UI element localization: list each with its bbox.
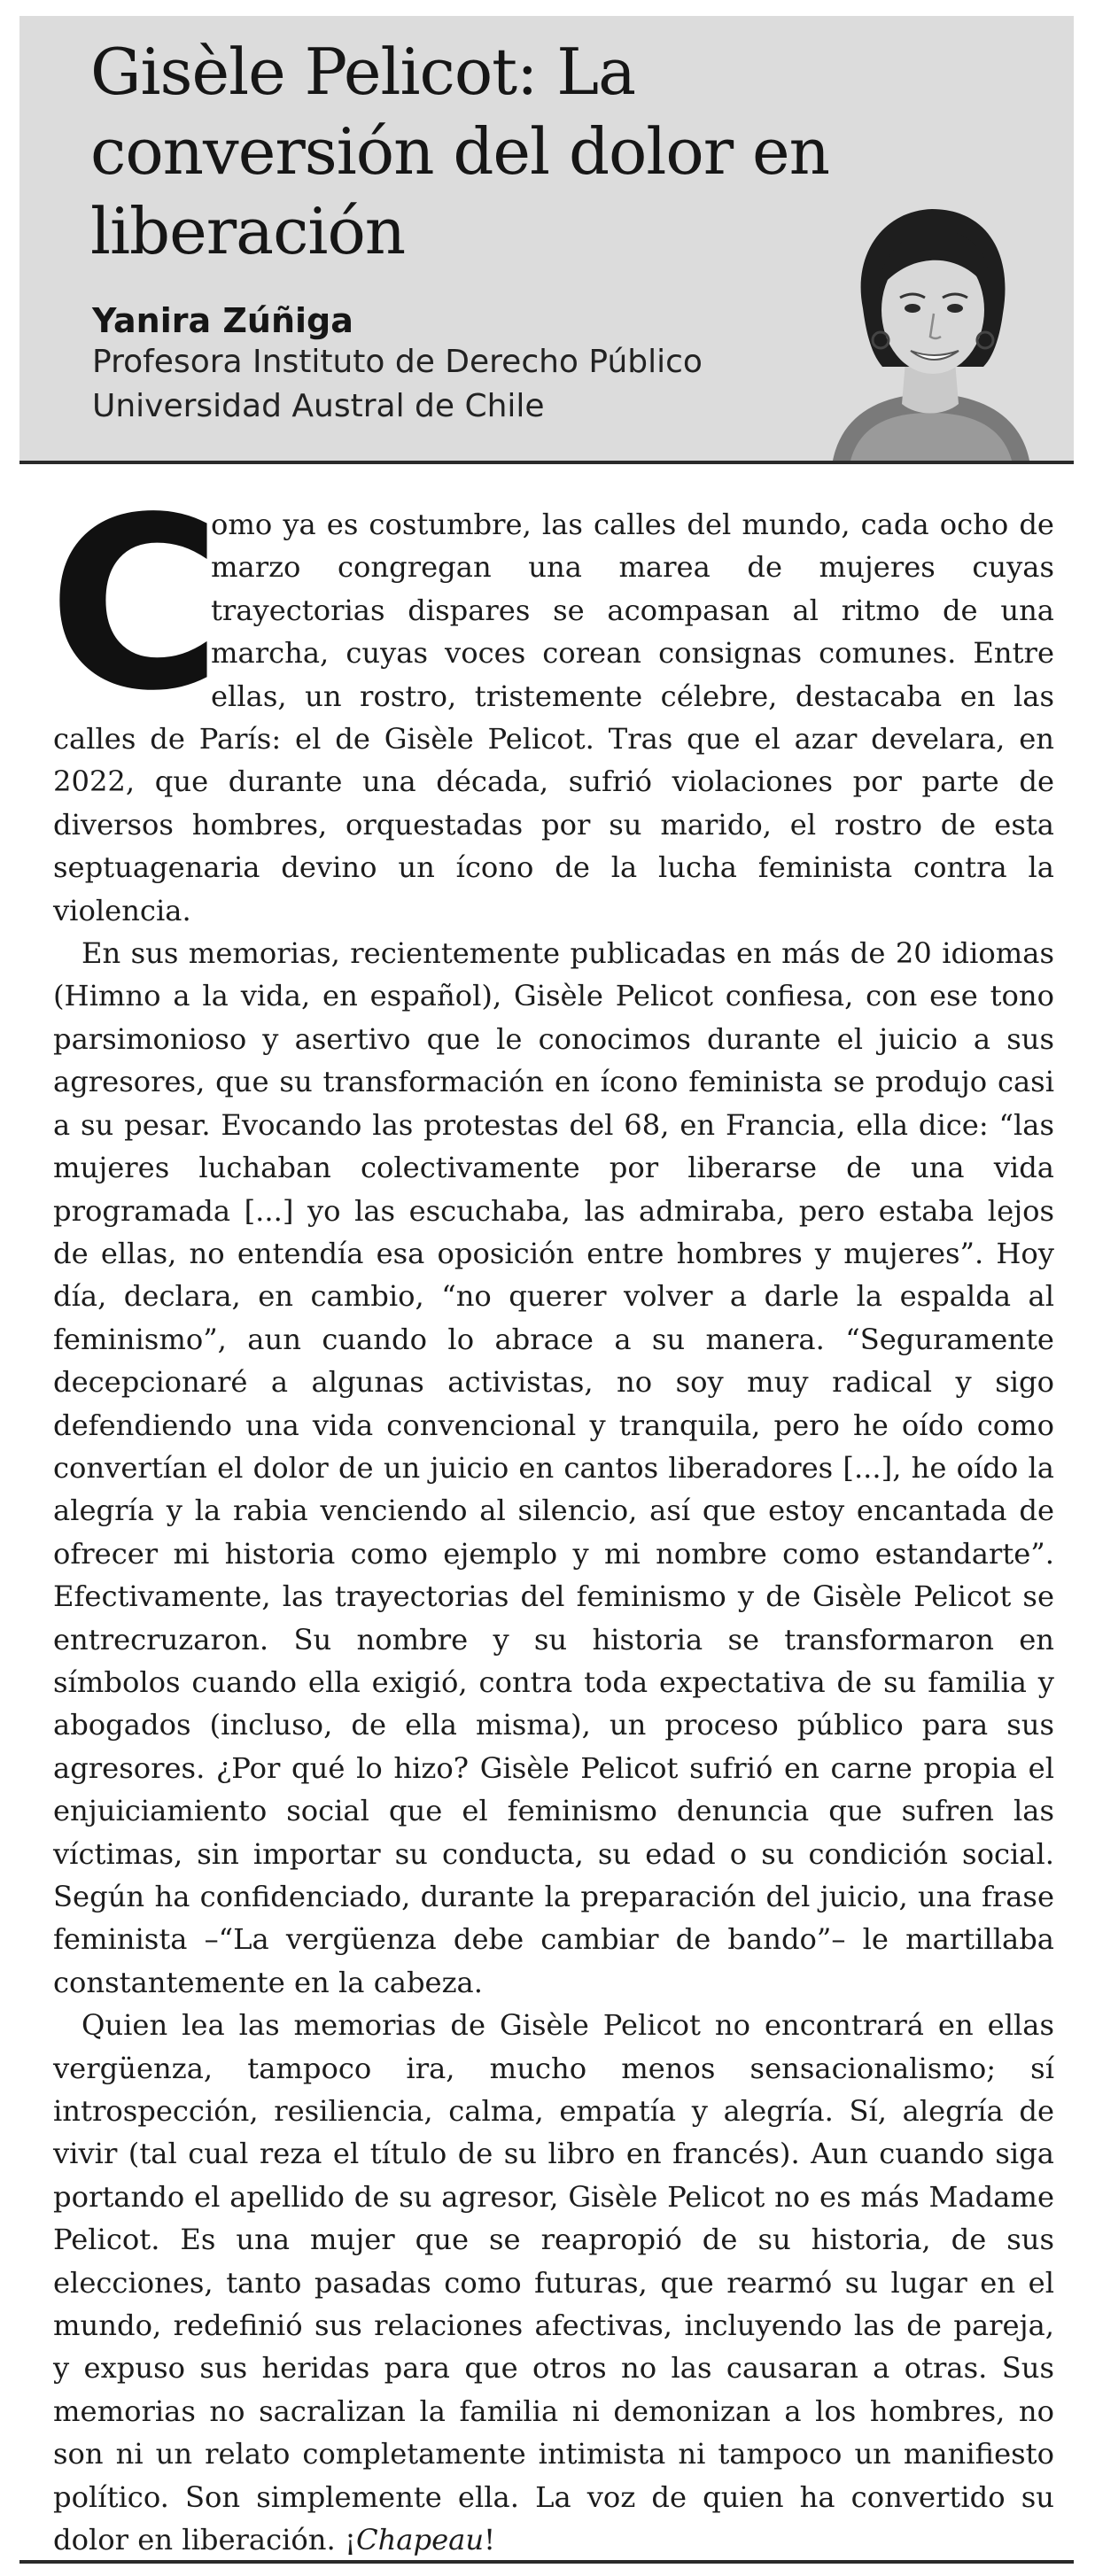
paragraph-2: En sus memorias, recientemente publicadas en más de 20 idiomas (Himno a la vida, en español), Gisèle Pelicot confiesa, con ese tono parsimonioso y asertivo que le conocimos durante el juicio a sus agresores, que su transformación en ícono feminista se produjo casi a su pesar. Evocando las protestas del 68, en Francia, ella dice: “las mujeres luchaban colectivamente por liberarse de una vida programada [...] yo las escuchaba, las admiraba, pero estaba lejos de ellas, no entendía esa oposición entre hombres y mujeres”. Hoy día, declara, en cambio, “no querer volver a darle la espalda al feminismo”, aun cuando lo abrace a su manera. “Seguramente decepcionaré a algunas activistas, no soy muy radical y sigo defendiendo una vida convencional y tranquila, pero he oído como convertían el dolor de un juicio en cantos liberadores [...], he oído la alegría y la rabia venciendo al silencio, así que estoy encantada de ofrecer mi historia como ejemplo y mi nombre como estandarte”. Efectivamente, las trayectorias del feminismo y de Gisèle Pelicot se entrecruzaron. Su nombre y su historia se transformaron en símbolos cuando ella exigió, contra toda expectativa de su familia y abogados (incluso, de ella misma), un proceso público para sus agresores. ¿Por qué lo hizo? Gisèle Pelicot sufrió en carne propia el enjuiciamiento social que el feminismo denuncia que sufren las víctimas, sin importar su conducta, su edad o su condición social. Según ha confidenciado, durante la preparación del juicio, una frase feminista –“La vergüenza debe cambiar de bando”– le martillaba constantemente en la cabeza. <box>53 936 1054 1999</box>
author-portrait <box>797 184 1063 461</box>
closing-word: Chapeau <box>355 2523 485 2557</box>
article-header <box>19 16 1074 461</box>
closing-punctuation: ! <box>484 2523 495 2557</box>
paragraph-3-text: Quien lea las memorias de Gisèle Pelicot no encontrará en ellas vergüenza, tampoco ira, mucho menos sensacionalismo; sí introspección, resiliencia, calma, empatía y alegría. Sí, alegría de vivir (tal cual reza el título de su libro en francés). Aun cuando siga portando el apellido de su agresor, Gisèle Pelicot no es más Madame Pelicot. Es una mujer que se reapropió de su historia, de sus elecciones, tanto pasadas como futuras, que rearmó su lugar en el mundo, redefinió sus relaciones afectivas, incluyendo las de pareja, y expuso sus heridas para que otros no las causaran a otras. Sus memorias no sacralizan la familia ni demonizan a los hombres, no son ni un relato completamente intimista ni tampoco un manifiesto político. Son simplemente ella. La voz de quien ha convertido su dolor en liberación. ¡ <box>53 2008 1054 2557</box>
header-divider <box>19 461 1074 464</box>
drop-cap <box>48 467 222 743</box>
author-affiliation-line-2: Universidad Austral de Chile <box>92 388 545 424</box>
article-title: Gisèle Pelicot: La conversión del dolor en liberación <box>90 35 830 268</box>
bottom-rule <box>19 2560 1074 2564</box>
author-affiliation-line-1: Profesora Instituto de Derecho Público <box>92 344 703 380</box>
svg-text:C: C <box>48 467 222 743</box>
article-body <box>48 467 1054 2562</box>
paragraph-3 <box>53 2004 1054 2561</box>
paragraph-1 <box>48 467 1054 932</box>
author-name: Yanira Zúñiga <box>92 301 353 340</box>
paragraph-1-text: omo ya es costumbre, las calles del mundo, cada ocho de marzo congregan una marea de mujeres cuyas trayectorias dispares se acompasan al ritmo de una marcha, cuyas voces corean consignas comunes. Entre ellas, un rostro, tristemente célebre, destacaba en las calles de París: el de Gisèle Pelicot. Tras que el azar develara, en 2022, que durante una década, sufrió violaciones por parte de diversos hombres, orquestadas por su marido, el rostro de esta septuagenaria devino un ícono de la lucha feminista contra la violencia. <box>53 508 1054 927</box>
